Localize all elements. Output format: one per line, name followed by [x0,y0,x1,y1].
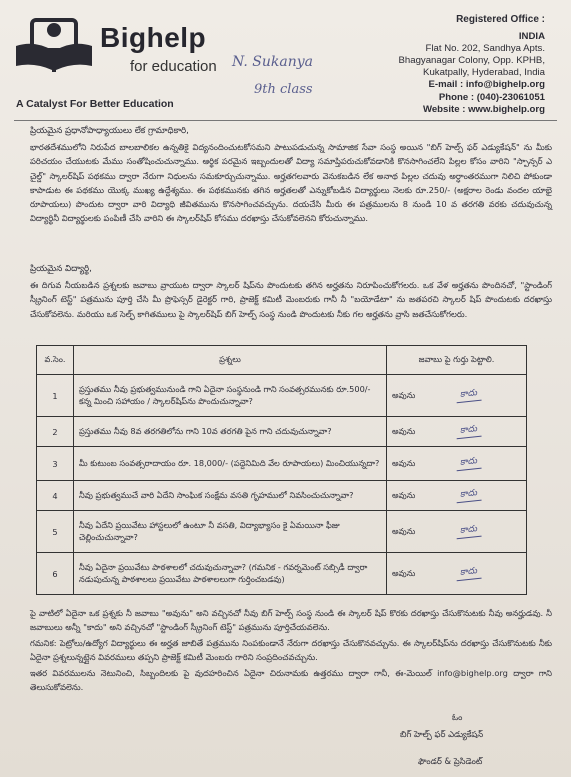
row-answer-option: అవును [387,375,436,417]
mark-text: కాదు [455,566,482,582]
table-row [37,553,527,595]
table-row [37,481,527,511]
salutation-principal: ప్రియమైన ప్రధానోపాధ్యాయులు లేక గ్రామాధికారి, [30,126,189,136]
signature-organization: బిగ్ హెల్ప్ ఫర్ ఎడ్యుకేషన్ [400,729,484,739]
row-number: 5 [37,511,74,553]
column-header-question: ప్రశ్నలు [74,346,387,375]
office-address-line: Flat No. 202, Sandhya Apts. [425,43,545,55]
mark-text: కాదు [455,388,482,404]
row-question: నీవు ఏదైనా ప్రయివేటు పాఠశాలలో చదువుచున్నావా? (గమనిక - గవర్నమెంట్ సబ్సిడీ ద్వారా నడుపుచున్న పాఠశాలలు ప్రయివేటు పాఠశాలలుగా గుర్తించబడవు) [74,553,387,595]
row-handwritten-mark [435,417,527,447]
table-row [37,447,527,481]
handwritten-student-name: N. Sukanya [232,54,313,70]
mark-text: కాదు [455,524,482,540]
mark-text: కాదు [455,488,482,504]
instructions-paragraph: ఈ దిగువ నీయబడిన ప్రశ్నలకు జవాబు వ్రాయుట ద్వారా స్కాలర్ షిప్‌ను పొందుటకు తగిన అర్హతను నిరూపించుకోగలరు. ఒక వేళ అర్హతను పొందినచో, "స్టాండింగ్ స్క్రీనింగ్ టెస్ట్" పత్రమును పూర్తి చేసి మీ ప్రొఫెస్సర్ డైరెక్టర్ గారి, ప్రాజెక్ట్ కమిటీ మెంబరుకు గానీ నీ "బయోడేటా" ను జతపరచి స్కాలర్ షిప్ పొందుటకు దరఖాస్తు చేసుకోవలెను. మరియు ఒక సెల్ఫ్ కాగితములు పై స్కాలర్‌షిప్ బిగ్ హెల్ప్ సంస్థ నుండి పొందుటకు నీకు గల అర్హతను వ్రాసి జతచేసుకోగలరు. [30,280,552,319]
tagline: A Catalyst For Better Education [16,98,174,110]
mark-text: కాదు [455,424,482,440]
row-answer-option: అవును [387,511,436,553]
office-address-line: Bhagyanagar Colony, Opp. KPHB, [398,55,545,67]
row-handwritten-mark [435,375,527,417]
row-answer-option: అవును [387,447,436,481]
office-title: Registered Office : [456,14,545,25]
row-number: 3 [37,447,74,481]
signature-mark: ఓం [452,712,463,722]
row-question: మీ కుటుంబ సంవత్సరాదాయం రూ. 18,000/- (పద్దెనిమిది వేల రూపాయలు) మించియున్నదా? [74,447,387,481]
row-number: 2 [37,417,74,447]
registered-office-block [345,14,545,116]
table-row [37,417,527,447]
salutation-student: ప్రియమైన విద్యార్థి, [30,264,92,274]
row-handwritten-mark [435,511,527,553]
table-row [37,511,527,553]
brand-name: Bighelp [100,22,207,53]
row-handwritten-mark [435,481,527,511]
office-phone: Phone : (040)-23061051 [438,91,545,103]
mark-text: కాదు [455,456,482,472]
intro-paragraph: భారతదేశములోని నిరుపేద బాలబాలికల ఉన్నతికై విద్యనందించుటకోసమని పాటుపడుచున్న సామాజిక సేవా సంస్థ అయిన "బిగ్ హెల్ప్ ఫర్ ఎడ్యుకేషన్" ను మీకు పరిచయం చేయుటకు మేము సంతోషించుచున్నాము. ఆర్థిక పరమైన ఇబ్బందులతో విద్యా సమాప్తిపరుచుకోవడానికి కొనసాగించలేని పిల్లల కోసం వారిని "స్పాన్సర్ ఎ చైల్డ్" స్కాలర్‌షిప్ పథకము ద్వారా నేరుగా నిధులను సమకూర్చుచున్నాము. అర్హతగలవారు వెనుకబడిన లేక అనాథ పిల్లల చదువు అర్ధాంతరముగా నిలిచి పోకుండా కాపాడుట ఈ పథకము యొక్క ముఖ్య ఉద్దేశ్యము. ఈ పథకమునకు తగిన అర్హతలతో ఎన్నుకోబడిన విద్యార్థులు నెలకు రూ.250/- (అక్షరాల రెండు వందల యాభై రూపాయలు) పొందుట ద్వారా వారి విద్యాధి జీవితమును కొనసాగించవచ్చును. దయచేసి మీరు ఈ పత్రములను 8 నుండి 10 వ తరగతి వరకు చదువుచున్న విద్యార్థినీ విద్యార్థులకు పంపిణీ చేసి వారిని ఈ స్కాలర్‌షిప్ కోసము దరఖాస్తు చేసుకోవలెనని కోరుచున్నాము. [30,142,552,224]
office-address-line: Kukatpally, Hyderabad, India [423,67,545,79]
table-row [37,375,527,417]
table-header-row [37,346,527,375]
row-number: 6 [37,553,74,595]
row-question: నీవు ఏదేని ప్రయివేటు హాస్టలులో ఉంటూ నీ వసతి, విద్యాభ్యాసం కై ఏమయినా ఫీజు చెల్లించుచున్నావా? [74,511,387,553]
row-handwritten-mark [435,553,527,595]
disqualification-paragraph: పై వాటిలో ఏదైనా ఒక ప్రశ్నకు నీ జవాబు "అవును" అని వచ్చినచో నీవు బిగ్ హెల్ప్ సంస్థ నుండి ఈ స్కాలర్ షిప్ కొరకు దరఖాస్తు చేసుకొనుటకు నీవు అనర్హుడవు. నీ జవాబులు అన్నీ "కాదు" అని వచ్చినచో "స్టాండింగ్ స్క్రీనింగ్ టెస్ట్" పత్రమును పూర్తిచేయవలెను. [30,608,552,633]
office-website: Website : www.bighelp.org [422,103,545,115]
book-logo-icon [14,16,94,76]
note-paragraph: గమనిక: పెట్రోలు/ఉద్యోగ విద్యార్థులు ఈ అర్హత జాబితే పత్రమును నింపకుండానే నేరుగా దరఖాస్తు చేసుకొనవచ్చును. ఈ స్కాలర్‌షిప్‌ను దరఖాస్తు చేసుకొనుటకు నీకు ఏదైనా ప్రశ్నలున్నట్లైన వివరములు తప్పని ప్రాజెక్ట్ కమిటీ మెంబరు గారిని సంప్రదించవచ్చును. [30,638,552,663]
eligibility-table [36,345,527,595]
row-answer-option: అవును [387,553,436,595]
row-number: 4 [37,481,74,511]
row-question: ప్రస్తుతము నీవు ప్రభుత్వమునుండి గాని ఏదైనా సంస్థనుండి గాని సంవత్సరమునకు రూ.500/- కన్న మించి సహాయం / స్కాలర్‌షిప్‌ను పొందుచున్నావా? [74,375,387,417]
header-divider [14,120,557,121]
row-number: 1 [37,375,74,417]
row-handwritten-mark [435,447,527,481]
handwritten-class: 9th class [254,82,313,97]
column-header-number: వ.సెం. [37,346,74,375]
office-country: INDIA [518,31,545,43]
office-email: E-mail : info@bighelp.org [428,79,545,91]
row-question: నీవు ప్రభుత్వముచే వారి ఏదేని సాంఘిక సంక్షేమ వసతి గృహములో నివసించుచున్నావా? [74,481,387,511]
row-answer-option: అవును [387,481,436,511]
row-question: ప్రస్తుతము నీవు 8వ తరగతిలోను గాని 10వ తరగతి పైన గాని చదువుచున్నావా? [74,417,387,447]
column-header-answer: జవాబు పై గుర్తు పెట్టాలి. [387,346,527,375]
contact-paragraph: ఇతర వివరములను నెటునించి, సిబ్బందిలకు పై వుదహరించిన ఏదైనా చిరునామకు ఉత్తరము ద్వారా గానీ, ఈ-మెయిల్ info@bighelp.org ద్వారా గాని తెలుసుకోవలెను. [30,668,552,693]
signature-title: ఫౌండర్ & ప్రెసిడెంట్ [418,756,483,766]
brand-subtitle: for education [130,58,217,75]
row-answer-option: అవును [387,417,436,447]
